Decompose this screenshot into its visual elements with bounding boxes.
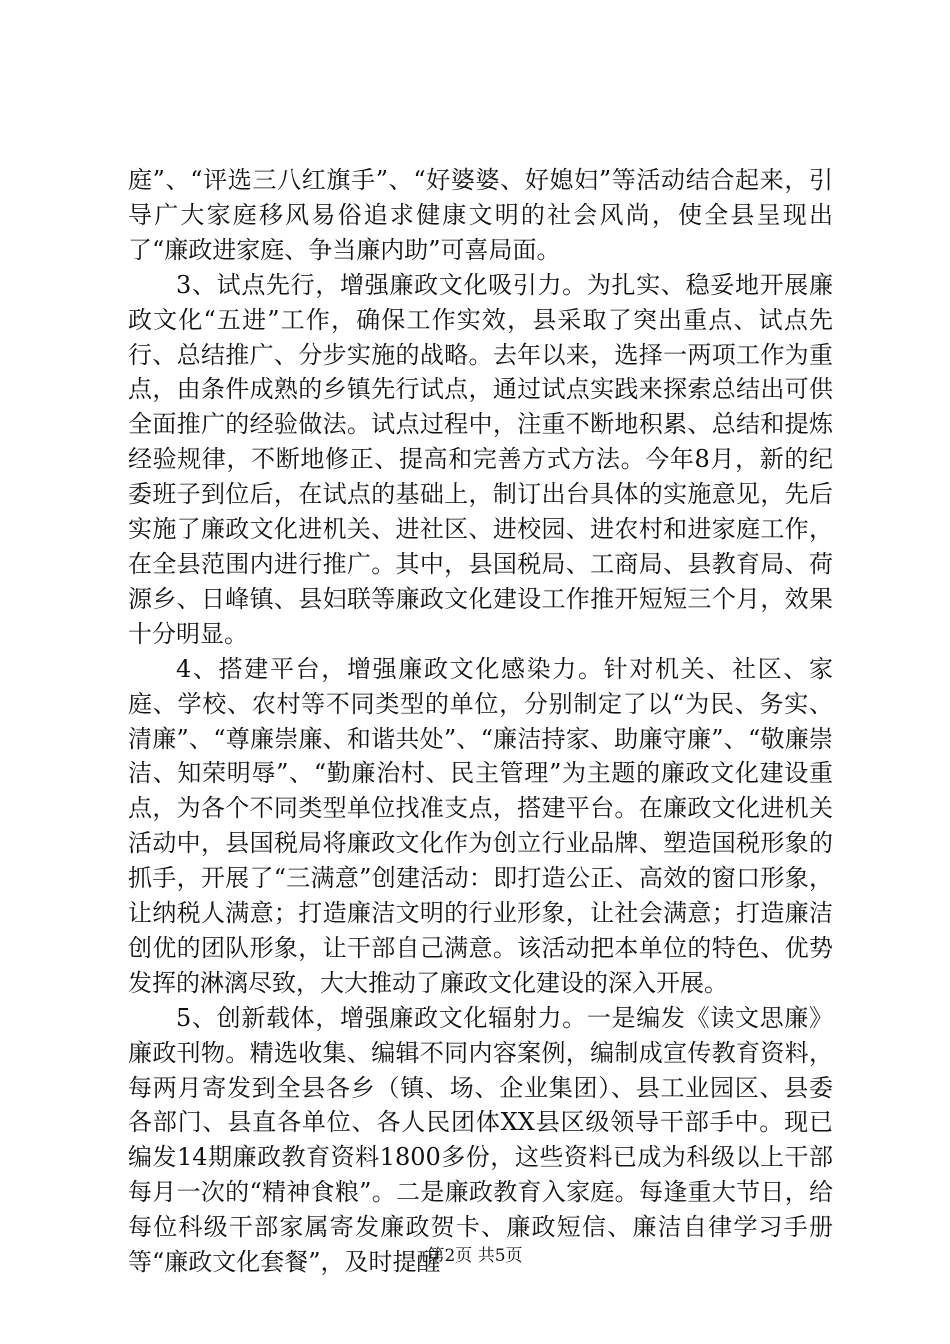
paragraph-innovate-carrier: 5、创新载体，增强廉政文化辐射力。一是编发《读文思廉》廉政刊物。精选收集、编辑不同内容案例，编制成宣传教育资料，每两月寄发到全县各乡（镇、场、企业集团）、县工业园区、县委各部门、县直各单位、各人民团体XX县区级领导干部手中。现已编发14期廉政教育资料1800多份，这些资料已成为科级以上干部每月一次的“精神食粮”。二是廉政教育入家庭。每逢重大节日，给每位科级干部家属寄发廉政贺卡、廉政短信、廉洁自律学习手册等“廉政文化套餐”，及时提醒 <box>128 1003 833 1277</box>
paragraph-build-platform: 4、搭建平台，增强廉政文化感染力。针对机关、社区、家庭、学校、农村等不同类型的单位，分别制定了以“为民、务实、清廉”、“尊廉崇廉、和谐共处”、“廉洁持家、助廉守廉”、“敬廉崇洁、知荣明辱”、“勤廉治村、民主管理”为主题的廉政文化建设重点，为各个不同类型单位找准支点，搭建平台。在廉政文化进机关活动中，县国税局将廉政文化作为创立行业品牌、塑造国税形象的抓手，开展了“三满意”创建活动：即打造公正、高效的窗口形象，让纳税人满意；打造廉洁文明的行业形象，让社会满意；打造廉洁创优的团队形象，让干部自己满意。该活动把本单位的特色、优势发挥的淋漓尽致，大大推动了廉政文化建设的深入开展。 <box>128 654 833 997</box>
paragraph-pilot-first: 3、试点先行，增强廉政文化吸引力。为扎实、稳妥地开展廉政文化“五进”工作，确保工作实效，县采取了突出重点、试点先行、总结推广、分步实施的战略。去年以来，选择一两项工作为重点，由条件成熟的乡镇先行试点，通过试点实践来探索总结出可供全面推广的经验做法。试点过程中，注重不断地积累、总结和提炼经验规律，不断地修正、提高和完善方式方法。今年8月，新的纪委班子到位后，在试点的基础上，制订出台具体的实施意见，先后实施了廉政文化进机关、进社区、进校园、进农村和进家庭工作，在全县范围内进行推广。其中，县国税局、工商局、县教育局、荷源乡、日峰镇、县妇联等廉政文化建设工作推开短短三个月，效果十分明显。 <box>128 270 833 648</box>
page-number-footer: 第2页 共5页 <box>427 1246 523 1266</box>
document-body <box>128 163 833 1280</box>
paragraph-continuation: 庭”、“评选三八红旗手”、“好婆婆、好媳妇”等活动结合起来，引导广大家庭移风易俗追求健康文明的社会风尚，使全县呈现出了“廉政进家庭、争当廉内助”可喜局面。 <box>128 166 833 264</box>
